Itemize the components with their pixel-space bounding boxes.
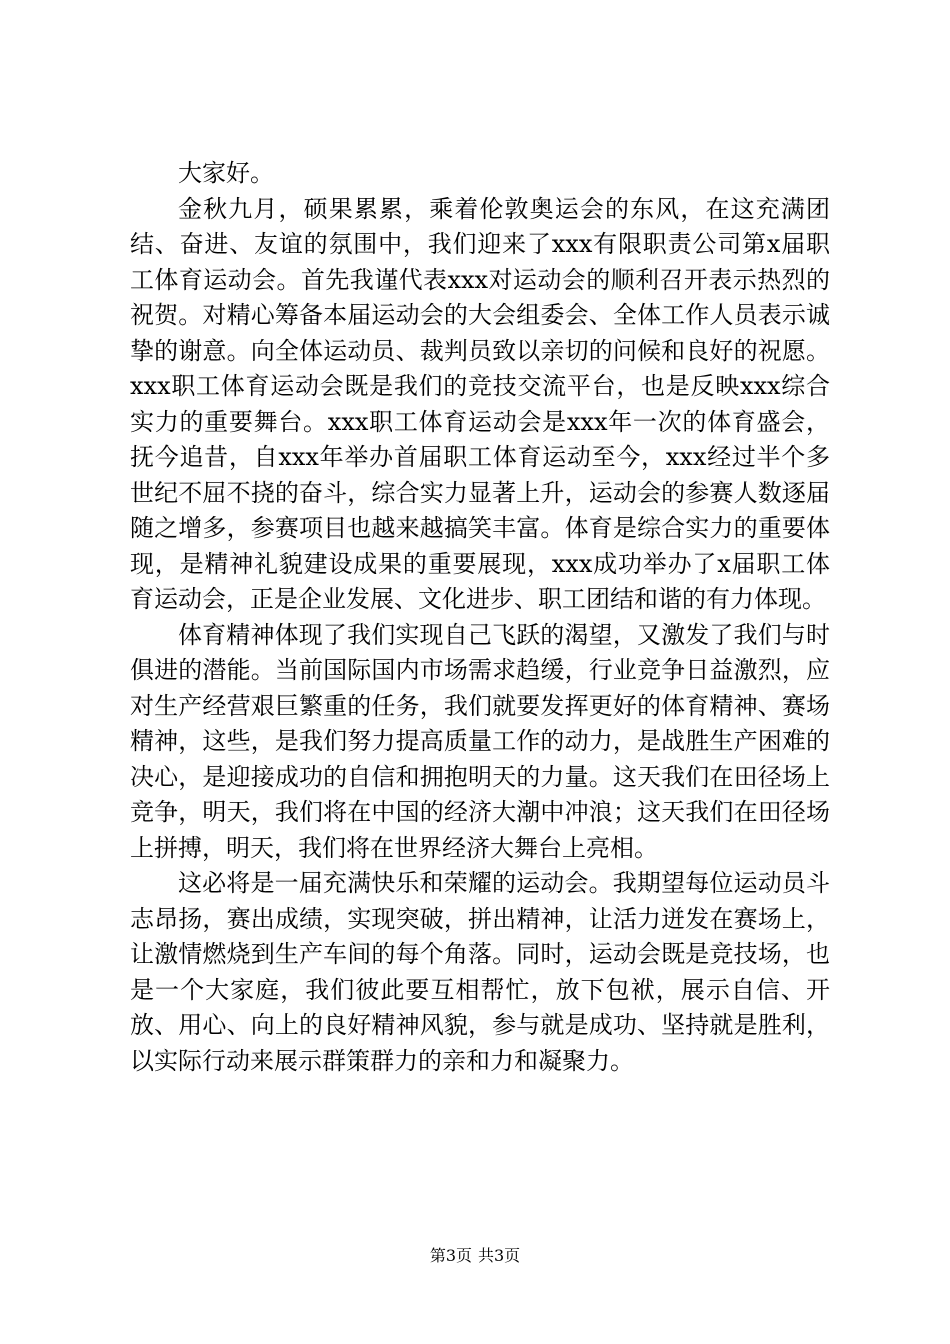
paragraph-sports-spirit: 体育精神体现了我们实现自己飞跃的渴望，又激发了我们与时俱进的潜能。当前国际国内市场需求趋缓，行业竞争日益激烈，应对生产经营艰巨繁重的任务，我们就要发挥更好的体育精神、赛场精神，这些，是我们努力提高质量工作的动力，是战胜生产困难的决心，是迎接成功的自信和拥抱明天的力量。这天我们在田径场上竞争，明天，我们将在中国的经济大潮中冲浪；这天我们在田径场上拼搏，明天，我们将在世界经济大舞台上亮相。 — [130, 620, 830, 862]
paragraph-closing: 这必将是一届充满快乐和荣耀的运动会。我期望每位运动员斗志昂扬，赛出成绩，实现突破，拼出精神，让活力迸发在赛场上，让激情燃烧到生产车间的每个角落。同时，运动会既是竞技场，也是一个大家庭，我们彼此要互相帮忙，放下包袱，展示自信、开放、用心、向上的良好精神风貌，参与就是成功、坚持就是胜利，以实际行动来展示群策群力的亲和力和凝聚力。 — [130, 869, 830, 1075]
document-body — [130, 156, 830, 1079]
paragraph-greeting: 大家好。 — [178, 159, 274, 187]
page-number: 第3页 — [429, 1246, 472, 1265]
page-total: 共3页 — [478, 1246, 521, 1265]
paragraph-opening: 金秋九月，硕果累累，乘着伦敦奥运会的东风，在这充满团结、奋进、友谊的氛围中，我们迎来了xxx有限职责公司第x届职工体育运动会。首先我谨代表xxx对运动会的顺利召开表示热烈的祝贺。对精心筹备本届运动会的大会组委会、全体工作人员表示诚挚的谢意。向全体运动员、裁判员致以亲切的问候和良好的祝愿。xxx职工体育运动会既是我们的竞技交流平台，也是反映xxx综合实力的重要舞台。xxx职工体育运动会是xxx年一次的体育盛会，抚今追昔，自xxx年举办首届职工体育运动至今，xxx经过半个多世纪不屈不挠的奋斗，综合实力显著上升，运动会的参赛人数逐届随之增多，参赛项目也越来越搞笑丰富。体育是综合实力的重要体现，是精神礼貌建设成果的重要展现，xxx成功举办了x届职工体育运动会，正是企业发展、文化进步、职工团结和谐的有力体现。 — [130, 194, 830, 613]
page-footer — [0, 1246, 950, 1266]
